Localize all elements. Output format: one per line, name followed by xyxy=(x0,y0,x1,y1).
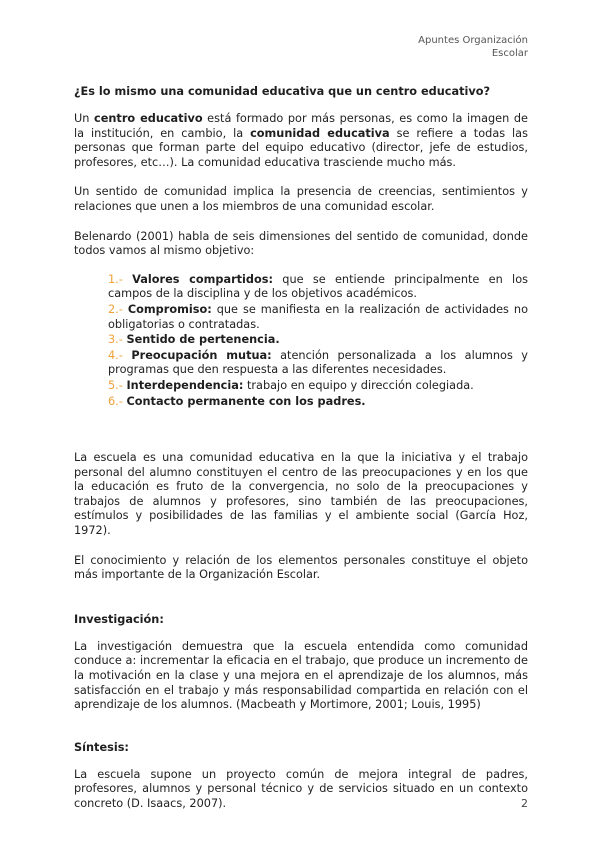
dimension-number: 5.- xyxy=(108,378,123,392)
question-heading: ¿Es lo mismo una comunidad educativa que un centro educativo? xyxy=(74,85,491,98)
page-content xyxy=(74,84,528,827)
dimension-item xyxy=(108,395,528,410)
page-number: 2 xyxy=(521,797,528,810)
header-title-line1: Apuntes Organización xyxy=(418,35,528,46)
dimension-text: trabajo en equipo y dirección colegiada. xyxy=(243,378,474,392)
dimension-item xyxy=(108,349,528,378)
dimension-term: Valores compartidos: xyxy=(132,272,273,286)
header-title-line2: Escolar xyxy=(491,48,528,59)
paragraph-centro-comunidad xyxy=(74,112,528,170)
term-centro-educativo: centro educativo xyxy=(94,112,203,125)
p1-text-2: está formado por más personas, es como la imagen de la institución, en cambio, la xyxy=(74,112,528,140)
paragraph-investigacion: La investigación demuestra que la escuela entendida como comunidad conduce a: incrementar la eficacia en el trabajo, que produce un incremento de la motivación en la clase y una mejora en el aprendizaje de los alumnos, más satisfacción en el trabajo y más responsabilidad compartida en relación con el aprendizaje de los alumnos. (Macbeath y Mortimore, 2001; Louis, 1995) xyxy=(74,639,528,712)
dimension-number: 1.- xyxy=(108,272,123,286)
dimension-term: Contacto permanente con los padres. xyxy=(126,394,366,408)
dimension-item xyxy=(108,379,528,394)
page-header xyxy=(418,34,528,60)
dimension-number: 2.- xyxy=(108,302,123,316)
dimensions-list xyxy=(108,273,528,409)
paragraph-belenardo: Belenardo (2001) habla de seis dimensiones del sentido de comunidad, donde todos vamos al mismo objetivo: xyxy=(74,229,528,258)
dimension-term: Sentido de pertenencia. xyxy=(126,333,280,347)
dimension-item xyxy=(108,333,528,348)
paragraph-sentido-comunidad: Un sentido de comunidad implica la presencia de creencias, sentimientos y relaciones que unen a los miembros de una comunidad escolar. xyxy=(74,185,528,213)
section-title-sintesis: Síntesis: xyxy=(74,740,129,754)
paragraph-conocimiento: El conocimiento y relación de los elementos personales constituye el objeto más importante de la Organización Escolar. xyxy=(74,553,528,582)
dimension-number: 3.- xyxy=(108,333,123,347)
dimension-text: atención personalizada a los alumnos y programas que den respuesta a las diferentes necesidades. xyxy=(108,348,528,377)
p1-text-3: se refiere a todas las personas que forman parte del equipo educativo (director, jefe de estudios, profesores, etc…). La comunidad educativa trasciende mucho más. xyxy=(74,126,528,169)
p1-text-1: Un xyxy=(74,112,95,125)
dimension-term: Preocupación mutua: xyxy=(131,348,272,362)
paragraph-escuela-comunidad: La escuela es una comunidad educativa en la que la iniciativa y el trabajo personal del alumno constituyen el centro de las preocupaciones y en los que la educación es fruto de la convergencia, no solo de la preocupaciones y trabajos de alumnos y profesores, sino también de las preocupaciones, estímulos y posibilidades de las familias y el ambiente social (García Hoz, 1972). xyxy=(74,451,528,538)
section-title-investigacion: Investigación: xyxy=(74,612,164,626)
dimension-item xyxy=(108,273,528,302)
dimension-number: 4.- xyxy=(108,348,123,362)
dimension-number: 6.- xyxy=(108,394,123,408)
dimension-text: que se manifiesta en la realización de actividades no obligatorias o contratadas. xyxy=(108,302,528,331)
term-comunidad-educativa: comunidad educativa xyxy=(250,126,390,140)
dimension-term: Compromiso: xyxy=(127,302,212,316)
dimension-term: Interdependencia: xyxy=(126,378,244,392)
paragraph-sintesis: La escuela supone un proyecto común de mejora integral de padres, profesores, alumnos y personal técnico y de servicios situado en un contexto concreto (D. Isaacs, 2007). xyxy=(74,767,528,810)
dimension-item xyxy=(108,303,528,332)
dimension-text: que se entiende principalmente en los campos de la disciplina y de los objetivos académicos. xyxy=(108,272,528,301)
